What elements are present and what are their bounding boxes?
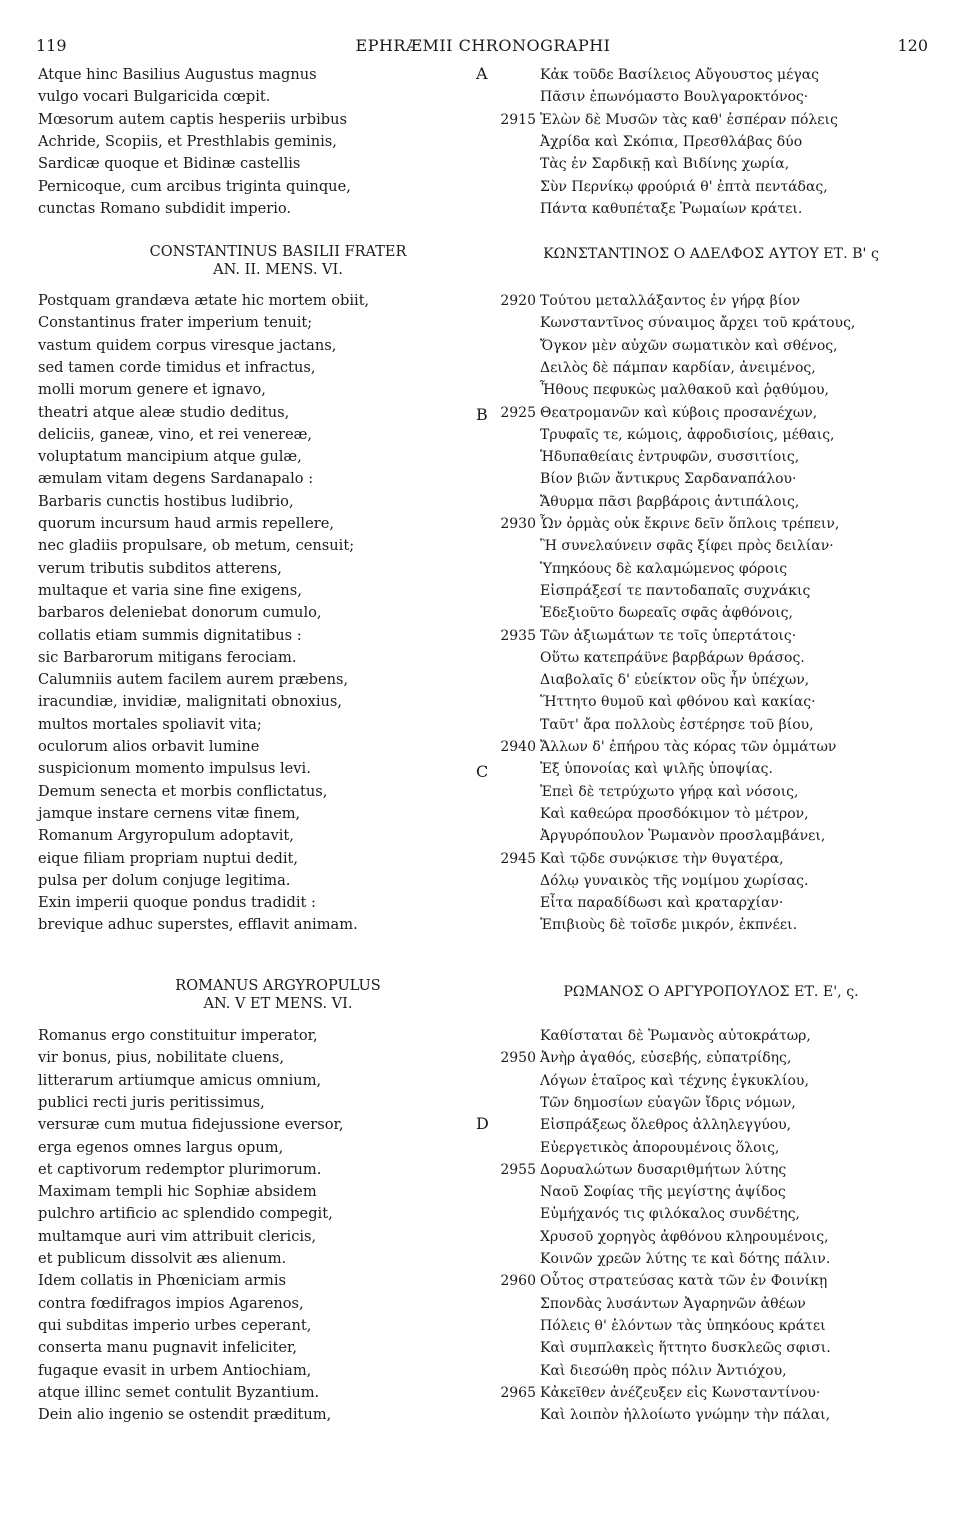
greek-verse-line bbox=[476, 379, 946, 401]
greek-verse-text: Ὑπηκόους δὲ καλαμώμενος φόροις bbox=[540, 560, 788, 577]
greek-verse-line bbox=[476, 1114, 946, 1136]
latin-section-heading: CONSTANTINUS BASILII FRATER bbox=[149, 244, 407, 260]
greek-verse-text: Οὕτω κατεπράϋνε βαρβάρων θράσος. bbox=[540, 649, 805, 666]
latin-line: litterarum artiumque amicus omnium, bbox=[38, 1071, 322, 1089]
latin-line: versuræ cum mutua fidejussione eversor, bbox=[38, 1116, 344, 1134]
greek-verse-text: Εὐμήχανός τις φιλόκαλος συνδέτης, bbox=[540, 1206, 800, 1223]
latin-line: Idem collatis in Phœniciam armis bbox=[38, 1272, 286, 1290]
greek-verse-line bbox=[476, 153, 946, 175]
latin-line: suspicionum momento impulsus levi. bbox=[38, 760, 311, 778]
greek-verse-text: Λόγων ἑταῖρος καὶ τέχνης ἐγκυκλίου, bbox=[540, 1072, 809, 1089]
greek-section-heading: ΡΩΜΑΝΟΣ Ο ΑΡΓΥΡΟΠΟΥΛΟΣ ΕΤ. Ε', ς. bbox=[563, 984, 859, 1000]
margin-marker: D bbox=[476, 1114, 489, 1133]
greek-verse-line bbox=[476, 131, 946, 153]
greek-verse-text: Ἐπεὶ δὲ τετρύχωτο γήρᾳ καὶ νόσοις, bbox=[540, 783, 799, 800]
greek-verse-text: Πάντα καθυπέταξε Ῥωμαίων κράτει. bbox=[540, 200, 803, 217]
latin-line: qui subditas imperio urbes ceperant, bbox=[38, 1316, 312, 1334]
greek-verse-text: Ἢ συνελαύνειν σφᾶς ξίφει πρὸς δειλίαν· bbox=[540, 538, 834, 555]
greek-verse-text: Βίον βιῶν ἄντικρυς Σαρδαναπάλου· bbox=[540, 471, 797, 488]
greek-verse-line bbox=[476, 580, 946, 602]
greek-verse-text: Καὶ λοιπὸν ἠλλοίωτο γνώμην τὴν πάλαι, bbox=[540, 1407, 831, 1424]
greek-verse-text: Ἀχρίδα καὶ Σκόπια, Πρεσθλάβας δύο bbox=[540, 133, 803, 150]
greek-verse-line bbox=[476, 781, 946, 803]
greek-verse-line bbox=[476, 914, 946, 936]
latin-line: eique filiam propriam nuptui dedit, bbox=[38, 849, 299, 867]
greek-verse-line bbox=[476, 1137, 946, 1159]
latin-line: multos mortales spoliavit vita; bbox=[38, 715, 262, 733]
greek-verse-line bbox=[476, 290, 946, 312]
latin-line: Exin imperii quoque pondus tradidit : bbox=[38, 894, 316, 912]
verse-number: 2940 bbox=[500, 739, 536, 755]
greek-verse-text: Καὶ διεσώθη πρὸς πόλιν Ἀντιόχου, bbox=[540, 1362, 787, 1379]
greek-verse-line bbox=[476, 491, 946, 513]
latin-line: Calumniis autem facilem aurem præbens, bbox=[38, 671, 349, 689]
greek-verse-text: Ὄγκον μὲν αὐχῶν σωματικὸν καὶ σθένος, bbox=[540, 337, 838, 354]
greek-verse-line bbox=[476, 669, 946, 691]
greek-verse-line bbox=[476, 803, 946, 825]
greek-verse-line bbox=[476, 513, 946, 535]
latin-section-heading: ROMANUS ARGYROPULUS bbox=[175, 978, 381, 994]
greek-verse-line bbox=[476, 86, 946, 108]
latin-line: cunctas Romano subdidit imperio. bbox=[38, 199, 292, 217]
greek-verse-line bbox=[476, 1293, 946, 1315]
greek-verse-line bbox=[476, 1025, 946, 1047]
greek-verse-text: Καθίσταται δὲ Ῥωμανὸς αὐτοκράτωρ, bbox=[540, 1028, 811, 1044]
verse-number: 2930 bbox=[500, 516, 536, 532]
greek-verse-line bbox=[476, 1047, 946, 1069]
greek-verse-text: Εἰσπράξεσί τε παντοδαπαῖς συχνάκις bbox=[540, 582, 811, 599]
greek-verse-text: Ἑλὼν δὲ Μυσῶν τὰς καθ' ἑσπέραν πόλεις bbox=[540, 111, 838, 128]
greek-verse-line bbox=[476, 647, 946, 669]
latin-line: Barbaris cunctis hostibus ludibrio, bbox=[38, 492, 294, 510]
verse-number: 2935 bbox=[500, 627, 536, 644]
running-title: EPHRÆMII CHRONOGRAPHI bbox=[355, 36, 611, 55]
greek-verse-line bbox=[476, 558, 946, 580]
greek-verse-text: Τούτου μεταλλάξαντος ἐν γήρᾳ βίον bbox=[540, 293, 801, 309]
latin-line: sic Barbarorum mitigans ferociam. bbox=[38, 648, 297, 666]
greek-verse-line bbox=[476, 64, 946, 86]
latin-line: Constantinus frater imperium tenuit; bbox=[38, 314, 313, 332]
latin-section-subheading: AN. V ET MENS. VI. bbox=[203, 996, 353, 1012]
greek-verse-line bbox=[476, 312, 946, 334]
greek-verse-text: Ναοῦ Σοφίας τῆς μεγίστης ἁψίδος bbox=[540, 1184, 786, 1201]
greek-verse-text: Κἀκεῖθεν ἀνέζευξεν εἰς Κωνσταντίνου· bbox=[540, 1384, 821, 1401]
greek-verse-line bbox=[476, 625, 946, 647]
latin-line: multamque auri vim attribuit clericis, bbox=[38, 1227, 317, 1245]
greek-verse-line bbox=[476, 1360, 946, 1382]
greek-verse-text: Δειλὸς δὲ πάμπαν καρδίαν, ἀνειμένος, bbox=[540, 359, 816, 376]
greek-verse-line bbox=[476, 1203, 946, 1225]
greek-verse-text: Καὶ καθεώρα προσδόκιμον τὸ μέτρον, bbox=[540, 805, 809, 822]
greek-verse-line bbox=[476, 1270, 946, 1292]
latin-line: et publicum dissolvit æs alienum. bbox=[38, 1250, 287, 1267]
verse-number: 2925 bbox=[500, 404, 536, 421]
greek-verse-text: Ταῦτ' ἄρα πολλοὺς ἐστέρησε τοῦ βίου, bbox=[540, 716, 814, 733]
greek-verse-text: Τῶν δημοσίων εὐαγῶν ἴδρις νόμων, bbox=[540, 1094, 796, 1111]
greek-verse-text: Οὗτος στρατεύσας κατὰ τῶν ἐν Φοινίκῃ bbox=[540, 1273, 828, 1290]
greek-verse-text: Εὐεργετικὸς ἀπορουμένοις ὅλοις, bbox=[540, 1139, 780, 1156]
greek-verse-line bbox=[476, 335, 946, 357]
greek-verse-line bbox=[476, 468, 946, 490]
greek-verse-text: Ἦθους πεφυκὼς μαλθακοῦ καὶ ῥᾳθύμου, bbox=[540, 382, 829, 399]
greek-verse-text: Ἄθυρμα πᾶσι βαρβάροις ἀντιπάλοις, bbox=[540, 493, 800, 510]
verse-number: 2965 bbox=[500, 1384, 536, 1401]
greek-section-heading: ΚΩΝΣΤΑΝΤΙΝΟΣ Ο ΑΔΕΛΦΟΣ ΑΥΤΟΥ ΕΤ. Β' ς bbox=[543, 246, 879, 262]
margin-marker: C bbox=[476, 762, 489, 781]
latin-section-subheading: AN. II. MENS. VI. bbox=[213, 262, 343, 278]
latin-line: deliciis, ganeæ, vino, et rei venereæ, bbox=[38, 425, 312, 443]
greek-verse-line bbox=[476, 109, 946, 131]
verse-number: 2915 bbox=[500, 111, 536, 128]
greek-verse-text: Κοινῶν χρεῶν λύτης τε καὶ δότης πάλιν. bbox=[540, 1251, 831, 1267]
latin-line: molli morum genere et ignavo, bbox=[38, 381, 266, 399]
verse-number: 2960 bbox=[500, 1273, 536, 1290]
latin-line: conserta manu pugnavit infeliciter, bbox=[38, 1339, 298, 1357]
greek-verse-text: Ἀνὴρ ἀγαθός, εὐσεβής, εὐπατρίδης, bbox=[540, 1050, 792, 1067]
latin-line: brevique adhuc superstes, efflavit animam. bbox=[38, 916, 358, 934]
latin-line: Dein alio ingenio se ostendit præditum, bbox=[38, 1406, 332, 1424]
greek-verse-line bbox=[476, 1382, 946, 1404]
greek-verse-text: Δόλῳ γυναικὸς τῆς νομίμου χωρίσας. bbox=[540, 872, 809, 889]
verse-number: 2955 bbox=[500, 1161, 536, 1178]
greek-verse-line bbox=[476, 1337, 946, 1359]
greek-verse-line bbox=[476, 1070, 946, 1092]
latin-line: fugaque evasit in urbem Antiochiam, bbox=[38, 1361, 312, 1379]
greek-verse-text: Ἐξ ὑπονοίας καὶ ψιλῆς ὑποψίας. bbox=[540, 761, 773, 778]
greek-verse-text: Ὧν ὁρμὰς οὐκ ἔκρινε δεῖν ὅπλοις τρέπειν, bbox=[540, 516, 840, 532]
latin-line: Romanum Argyropulum adoptavit, bbox=[38, 827, 294, 845]
greek-verse-line bbox=[476, 602, 946, 624]
latin-line: Romanus ergo constituitur imperator, bbox=[38, 1027, 318, 1044]
latin-line: Pernicoque, cum arcibus triginta quinque, bbox=[38, 177, 351, 195]
greek-verse-text: Ἐδεξιοῦτο δωρεαῖς σφᾶς ἀφθόνοις, bbox=[540, 605, 793, 622]
greek-verse-text: Ἥττητο θυμοῦ καὶ φθόνου καὶ κακίας· bbox=[540, 694, 816, 711]
greek-verse-text: Κἀκ τοῦδε Βασίλειος Αὔγουστος μέγας bbox=[540, 67, 820, 83]
latin-line: Demum senecta et morbis conflictatus, bbox=[38, 782, 328, 800]
greek-verse-line bbox=[476, 870, 946, 892]
latin-line: Achride, Scopiis, et Presthlabis geminis, bbox=[38, 132, 337, 150]
greek-verse-line bbox=[476, 357, 946, 379]
greek-verse-text: Δορυαλώτων δυσαριθμήτων λύτης bbox=[540, 1161, 787, 1178]
greek-verse-line bbox=[476, 1248, 946, 1270]
latin-line: vastum quidem corpus viresque jactans, bbox=[38, 336, 337, 354]
greek-verse-line bbox=[476, 691, 946, 713]
latin-line: verum tributis subditos atterens, bbox=[38, 559, 282, 577]
greek-verse-line bbox=[476, 1181, 946, 1203]
greek-verse-line bbox=[476, 892, 946, 914]
greek-verse-text: Διαβολαῖς δ' εὐείκτον οὓς ἦν ὑπέχων, bbox=[540, 672, 810, 689]
latin-line: pulsa per dolum conjuge legitima. bbox=[38, 871, 291, 889]
latin-line: Postquam grandæva ætate hic mortem obiit, bbox=[38, 292, 370, 309]
margin-marker: B bbox=[476, 405, 488, 424]
greek-verse-text: Τὰς ἐν Σαρδικῇ καὶ Βιδίνης χωρία, bbox=[540, 156, 790, 173]
greek-verse-line bbox=[476, 535, 946, 557]
latin-line: Maximam templi hic Sophiæ absidem bbox=[38, 1183, 317, 1201]
latin-line: quorum incursum haud armis repellere, bbox=[38, 515, 334, 532]
greek-verse-text: Πᾶσιν ἐπωνόμαστο Βουλγαροκτόνος· bbox=[540, 89, 809, 106]
page-number-left: 119 bbox=[36, 36, 67, 55]
latin-line: voluptatum mancipium atque gulæ, bbox=[38, 448, 302, 466]
greek-verse-line bbox=[476, 1226, 946, 1248]
latin-line: Sardicæ quoque et Bidinæ castellis bbox=[38, 155, 301, 173]
greek-verse-text: Τῶν ἀξιωμάτων τε τοῖς ὑπερτάτοις· bbox=[540, 627, 797, 644]
latin-line: publici recti juris peritissimus, bbox=[38, 1093, 265, 1111]
latin-line: nec gladiis propulsare, ob metum, censuit; bbox=[38, 537, 355, 555]
verse-number: 2920 bbox=[500, 293, 536, 309]
greek-verse-line bbox=[476, 176, 946, 198]
greek-verse-line bbox=[476, 1404, 946, 1426]
greek-verse-line bbox=[476, 424, 946, 446]
greek-verse-text: Εἰσπράξεως ὄλεθρος ἀλληλεγγύου, bbox=[540, 1117, 792, 1134]
greek-verse-text: Καὶ συμπλακεὶς ἥττητο δυσκλεῶς σφισι. bbox=[540, 1340, 831, 1357]
latin-line: barbaros deleniebat donorum cumulo, bbox=[38, 604, 322, 622]
latin-line: erga egenos omnes largus opum, bbox=[38, 1138, 284, 1156]
greek-verse-text: Ἐπιβιοὺς δὲ τοῖσδε μικρόν, ἐκπνέει. bbox=[540, 917, 798, 934]
latin-line: theatri atque aleæ studio deditus, bbox=[38, 403, 290, 421]
latin-line: atque illinc semet contulit Byzantium. bbox=[38, 1383, 320, 1401]
latin-line: sed tamen corde timidus et infractus, bbox=[38, 358, 316, 376]
latin-line: contra fœdifragos impios Agarenos, bbox=[38, 1294, 304, 1312]
greek-verse-text: Σπονδὰς λυσάντων Ἀγαρηνῶν ἀθέων bbox=[540, 1295, 806, 1312]
latin-line: jamque instare cernens vitæ finem, bbox=[38, 804, 301, 822]
latin-line: multaque et varia sine fine exigens, bbox=[38, 581, 302, 599]
greek-verse-text: Ἡδυπαθείαις ἐντρυφῶν, συσσιτίοις, bbox=[540, 449, 800, 466]
latin-line: vulgo vocari Bulgaricida cœpit. bbox=[38, 88, 271, 106]
greek-verse-line bbox=[476, 1315, 946, 1337]
greek-verse-line bbox=[476, 446, 946, 468]
greek-verse-line bbox=[476, 198, 946, 220]
greek-verse-text: Ἄλλων δ' ἐπήρου τὰς κόρας τῶν ὀμμάτων bbox=[540, 739, 837, 755]
latin-line: æmulam vitam degens Sardanapalo : bbox=[38, 470, 314, 488]
greek-verse-line bbox=[476, 714, 946, 736]
greek-verse-text: Σὺν Περνίκῳ φρούριά θ' ἑπτὰ πεντάδας, bbox=[540, 178, 828, 195]
latin-line: et captivorum redemptor plurimorum. bbox=[38, 1160, 322, 1178]
greek-verse-text: Κωνσταντῖνος σύναιμος ἄρχει τοῦ κράτους, bbox=[540, 315, 856, 332]
greek-verse-text: Θεατρομανῶν καὶ κύβοις προσανέχων, bbox=[540, 404, 818, 421]
greek-verse-line bbox=[476, 736, 946, 758]
greek-verse-text: Χρυσοῦ χορηγὸς ἀφθόνου κληρουμένοις, bbox=[540, 1228, 829, 1245]
margin-marker: A bbox=[476, 64, 488, 83]
latin-line: pulchro artificio ac splendido compegit, bbox=[38, 1205, 333, 1223]
latin-line: Mœsorum autem captis hesperiis urbibus bbox=[38, 110, 348, 128]
latin-line: Atque hinc Basilius Augustus magnus bbox=[38, 66, 317, 83]
greek-verse-line bbox=[476, 1092, 946, 1114]
latin-line: vir bonus, pius, nobilitate cluens, bbox=[38, 1049, 285, 1067]
greek-verse-text: Ἀργυρόπουλον Ῥωμανὸν προσλαμβάνει, bbox=[540, 828, 826, 845]
verse-number: 2945 bbox=[500, 850, 536, 867]
latin-line: iracundiæ, invidiæ, malignitati obnoxius, bbox=[38, 693, 343, 711]
latin-line: collatis etiam summis dignitatibus : bbox=[38, 626, 302, 644]
greek-verse-line bbox=[476, 825, 946, 847]
latin-line: oculorum alios orbavit lumine bbox=[38, 738, 260, 755]
greek-verse-line bbox=[476, 848, 946, 870]
greek-verse-text: Πόλεις θ' ἑλόντων τὰς ὑπηκόους κράτει bbox=[540, 1317, 826, 1334]
greek-verse-text: Τρυφαῖς τε, κώμοις, ἀφροδισίοις, μέθαις, bbox=[540, 426, 835, 443]
verse-number: 2950 bbox=[500, 1050, 536, 1067]
greek-verse-line bbox=[476, 402, 946, 424]
greek-verse-text: Εἶτα παραδίδωσι καὶ κραταρχίαν· bbox=[540, 895, 784, 912]
greek-verse-text: Καὶ τῷδε συνῴκισε τὴν θυγατέρα, bbox=[540, 850, 784, 867]
page-number-right: 120 bbox=[897, 36, 928, 55]
greek-verse-line bbox=[476, 758, 946, 780]
greek-verse-line bbox=[476, 1159, 946, 1181]
